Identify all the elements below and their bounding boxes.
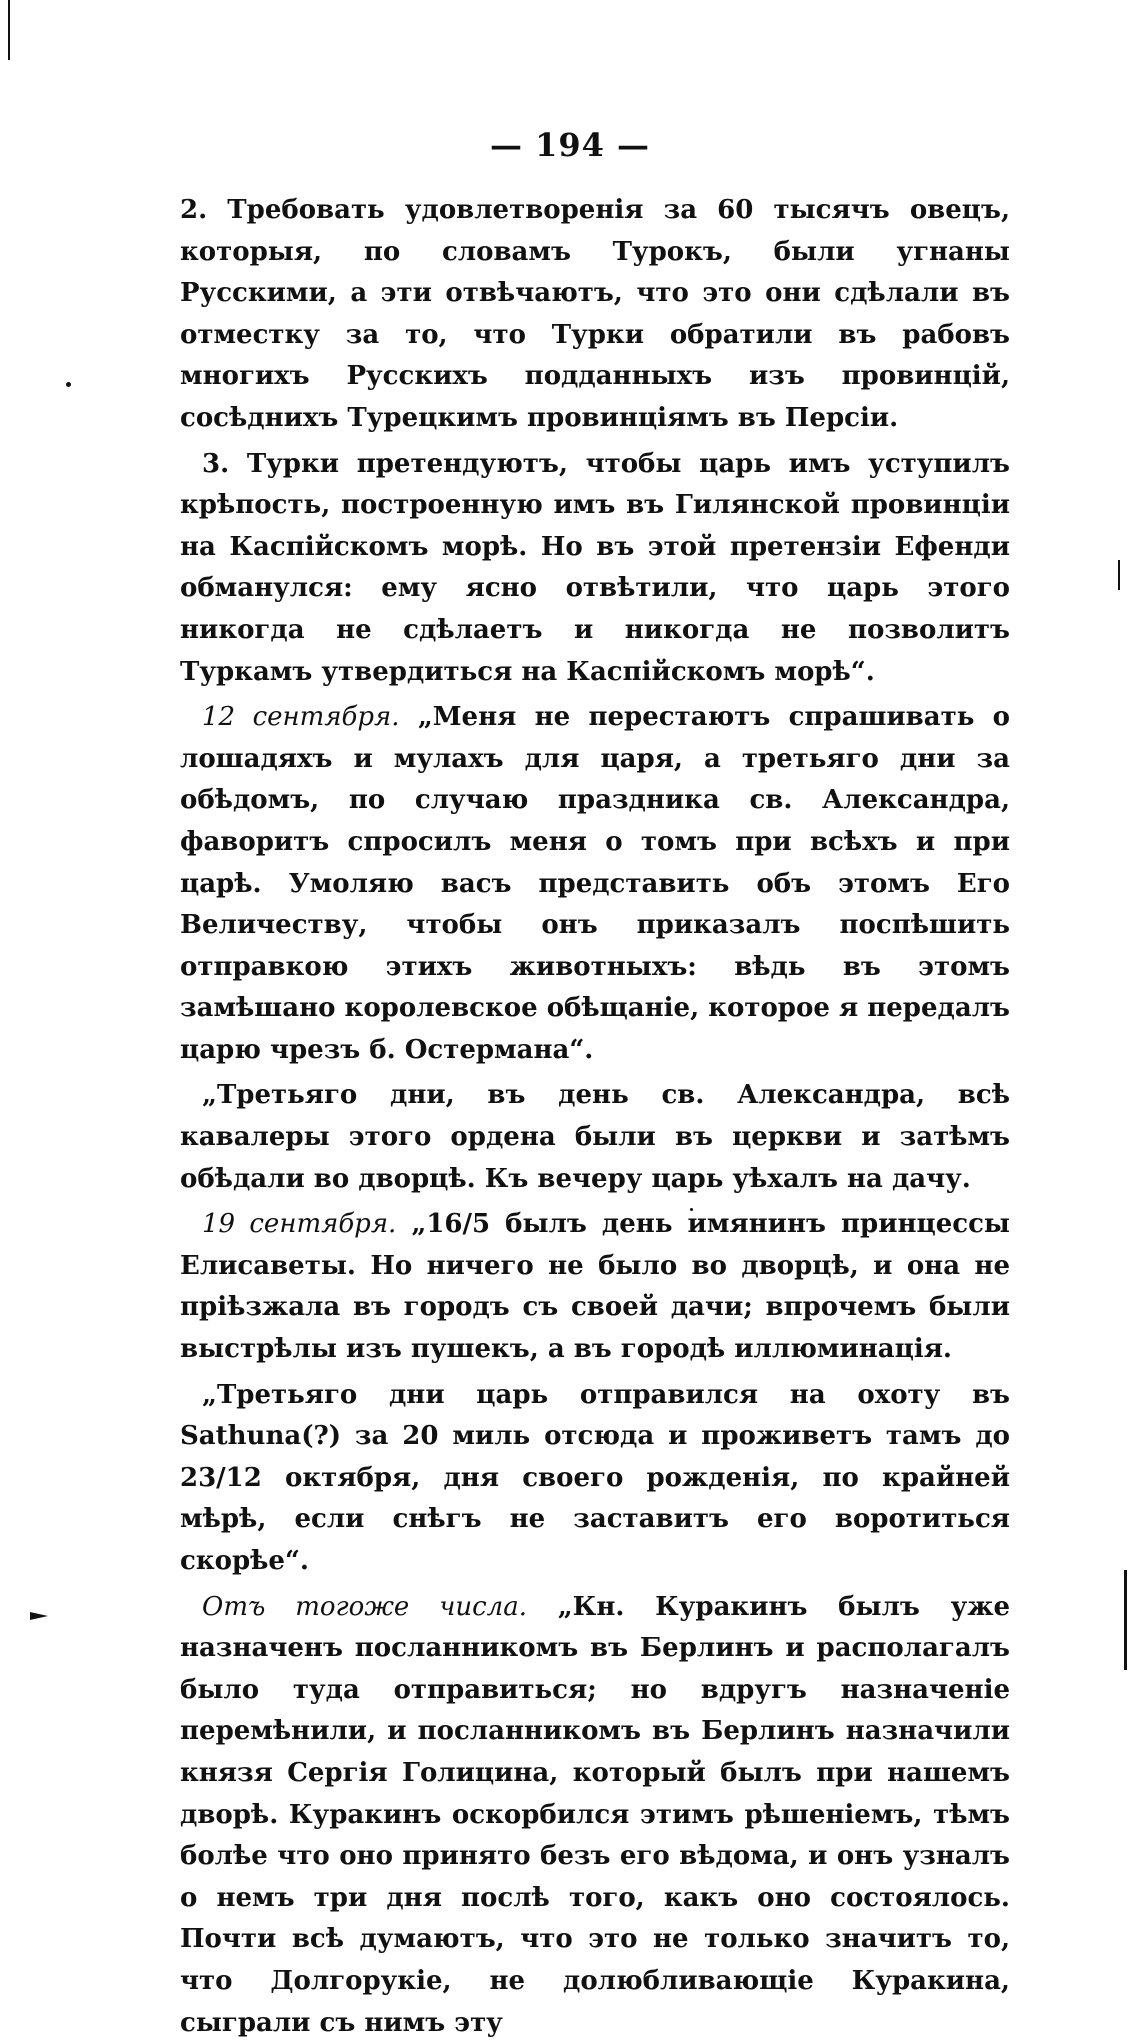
scan-speck	[66, 382, 71, 387]
paragraph	[180, 1587, 1010, 2044]
paragraph-text: „Третьяго дни, въ день св. Александра, всѣ кавалеры этого ордена были въ церкви и затѣмъ обѣдали во дворцѣ. Къ вечеру царь уѣхалъ на дачу.	[180, 1080, 1010, 1194]
paragraph	[180, 1075, 1010, 1200]
scan-edge-mark	[8, 0, 10, 60]
paragraph	[180, 697, 1010, 1071]
paragraph-text: „Кн. Куракинъ былъ уже назначенъ посланникомъ въ Берлинъ и располагалъ было туда отправиться; но вдругъ назначеніе перемѣнили, и посланникомъ въ Берлинъ назначили князя Сергія Голицина, который былъ при нашемъ дворѣ. Куракинъ оскорбился этимъ рѣшеніемъ, тѣмъ болѣе что оно принято безъ его вѣдома, и онъ узналъ о немъ три дня послѣ того, какъ оно состоялось. Почти всѣ думаютъ, что это не только значитъ то, что Долгорукіе, не долюбливающіе Куракина, сыграли съ нимъ эту	[180, 1591, 1011, 2038]
body-text	[180, 190, 1010, 2044]
scan-speck	[30, 1612, 48, 1620]
paragraph-text: „Третьяго дни царь отправился на охоту въ Sathuna(?) за 20 миль отсюда и проживетъ тамъ до 23/12 октября, дня своего рожденія, по крайней мѣрѣ, если снѣгъ не заставитъ его воротиться скорѣе“.	[180, 1379, 1010, 1576]
paragraph	[180, 190, 1010, 440]
paragraph-date: Отъ тогоже числа.	[202, 1591, 527, 1622]
paragraph-text: 2. Требовать удовлетворенія за 60 тысячъ овецъ, которыя, по словамъ Турокъ, были угнаны Русскими, а эти отвѣчаютъ, что это они сдѣлали въ отместку за то, что Турки обратили въ рабовъ многихъ Русскихъ подданныхъ изъ провинцій, сосѣднихъ Турецкимъ провинціямъ въ Персіи.	[180, 195, 1010, 433]
paragraph-date: 12 сентября.	[202, 702, 400, 733]
paragraph-text: „Меня не перестаютъ спрашивать о лошадяхъ и мулахъ для царя, а третьяго дни за обѣдомъ, по случаю праздника св. Александра, фаворитъ спросилъ меня о томъ при всѣхъ и при царѣ. Умоляю васъ представить объ этомъ Его Величеству, чтобы онъ приказалъ поспѣшить отправкою этихъ животныхъ: вѣдь въ этомъ замѣшано королевское обѣщаніе, которое я передалъ царю чрезъ б. Остермана“.	[180, 702, 1010, 1065]
scan-edge-mark	[1118, 560, 1120, 590]
paragraph	[180, 1375, 1010, 1583]
scan-edge-mark	[1124, 1570, 1127, 1670]
paragraph-text: 3. Турки претендуютъ, чтобы царь имъ уступилъ крѣпость, построенную имъ въ Гилянской провинціи на Каспійскомъ морѣ. Но въ этой претензіи Ефенди обманулся: ему ясно отвѣтили, что царь этого никогда не сдѣлаетъ и никогда не позволитъ Туркамъ утвердиться на Каспійскомъ морѣ“.	[180, 448, 1010, 687]
paragraph-text: „16/5 былъ день имянинъ принцессы Елисаветы. Но ничего не было во дворцѣ, и она не пріѣзжала въ городъ съ своей дачи; впрочемъ были выстрѣлы изъ пушекъ, а въ городѣ иллюминація.	[180, 1209, 1010, 1365]
page-number: — 194 —	[489, 126, 651, 164]
paragraph-date: 19 сентября.	[202, 1209, 397, 1240]
paragraph	[180, 444, 1010, 694]
paragraph	[180, 1204, 1010, 1370]
